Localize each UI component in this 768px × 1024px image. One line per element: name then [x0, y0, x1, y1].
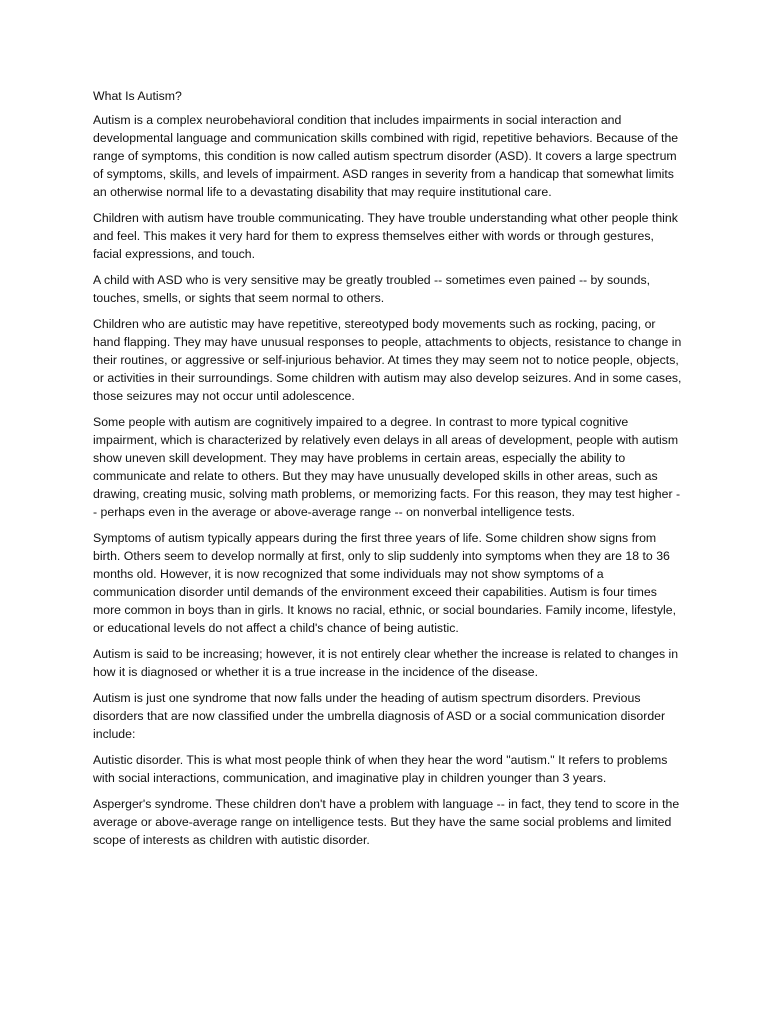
paragraph-increase: Autism is said to be increasing; however, it is not entirely clear whether the increase is related to changes in how it is diagnosed or whether it is a true increase in the incidence of the disease. — [93, 647, 679, 679]
paragraph-aspergers: Asperger's syndrome. These children don't have a problem with language -- in fact, they tend to score in the average or above-average range on intelligence tests. But they have the same social problems and limited scope of interests as children with autistic disorder. — [93, 797, 680, 847]
paragraph-behaviors: Children who are autistic may have repetitive, stereotyped body movements such as rocking, pacing, or hand flapping. They may have unusual responses to people, attachments to objects, resistance to change in their routines, or aggressive or self-injurious behavior. At times they may seem not to notice people, objects, or activities in their surroundings. Some children with autism may also develop seizures. And in some cases, those seizures may not occur until adolescence. — [93, 317, 682, 403]
paragraph-sensitivity: A child with ASD who is very sensitive may be greatly troubled -- sometimes even pained -- by sounds, touches, smells, or sights that seem normal to others. — [93, 273, 651, 305]
paragraph-cognitive: Some people with autism are cognitively impaired to a degree. In contrast to more typical cognitive impairment, which is characterized by relatively even delays in all areas of development, people with autism show uneven skill development. They may have problems in certain areas, especially the ability to communicate and relate to others. But they may have unusually developed skills in other areas, such as drawing, creating music, solving math problems, or memorizing facts. For this reason, they may test higher -- perhaps even in the average or above-average range -- on nonverbal intelligence tests. — [93, 415, 681, 519]
paragraph-symptoms: Symptoms of autism typically appears during the first three years of life. Some children show signs from birth. Others seem to develop normally at first, only to slip suddenly into symptoms when they are 18 to 36 months old. However, it is now recognized that some individuals may not show symptoms of a communication disorder until demands of the environment exceed their capabilities. Autism is four times more common in boys than in girls. It knows no racial, ethnic, or social boundaries. Family income, lifestyle, or educational levels do not affect a child's chance of being autistic. — [93, 531, 676, 635]
paragraph-spectrum: Autism is just one syndrome that now falls under the heading of autism spectrum disorders. Previous disorders that are now classified under the umbrella diagnosis of ASD or a social communication disorder include: — [93, 691, 666, 741]
paragraph-communication: Children with autism have trouble communicating. They have trouble understanding what other people think and feel. This makes it very hard for them to express themselves either with words or through gestures, facial expressions, and touch. — [93, 211, 678, 261]
document-body — [93, 87, 683, 857]
paragraph-autistic-disorder: Autistic disorder. This is what most people think of when they hear the word "autism." It refers to problems with social interactions, communication, and imaginative play in children younger than 3 years. — [93, 753, 668, 785]
document-title: What Is Autism? — [93, 89, 182, 103]
paragraph-intro: Autism is a complex neurobehavioral condition that includes impairments in social interaction and developmental language and communication skills combined with rigid, repetitive behaviors. Because of the range of symptoms, this condition is now called autism spectrum disorder (ASD). It covers a large spectrum of symptoms, skills, and levels of impairment. ASD ranges in severity from a handicap that somewhat limits an otherwise normal life to a devastating disability that may require institutional care. — [93, 113, 679, 199]
